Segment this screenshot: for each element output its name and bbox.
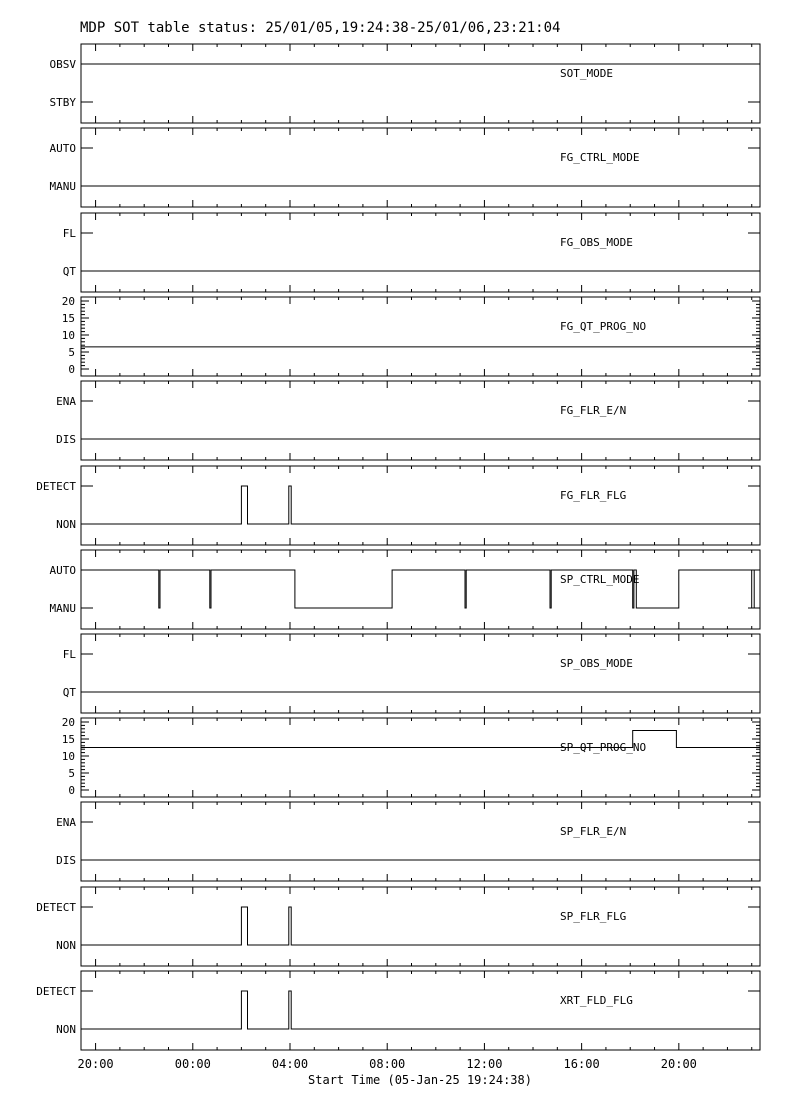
x-tick-label: 12:00 <box>466 1057 503 1071</box>
panel-fg-flr-flg <box>36 466 760 545</box>
panel-sp-qt-prog-no <box>62 716 760 797</box>
y-tick-label: FL <box>62 648 76 661</box>
y-tick-label: NON <box>56 939 76 952</box>
y-tick-label: DIS <box>56 854 76 867</box>
y-tick-label: AUTO <box>49 564 76 577</box>
series-label: SP_FLR_E/N <box>560 825 627 838</box>
y-tick-label: 10 <box>61 329 75 342</box>
series-line-sp-qt-prog-no <box>81 731 760 748</box>
panel-frame <box>81 44 760 123</box>
panel-sp-flr-flg <box>36 887 760 966</box>
panel-frame <box>81 718 760 797</box>
panel-sp-ctrl-mode <box>50 550 761 629</box>
y-tick-label: 15 <box>61 312 75 325</box>
y-tick-label: QT <box>62 265 76 278</box>
y-tick-label: STBY <box>49 96 76 109</box>
panel-frame <box>81 128 760 207</box>
panel-frame <box>81 213 760 292</box>
panel-fg-flr-e-n <box>56 381 760 460</box>
y-tick-label: ENA <box>56 816 76 829</box>
x-tick-label: 04:00 <box>271 1057 309 1071</box>
y-tick-label: 20 <box>61 295 75 308</box>
y-tick-label: NON <box>56 1023 76 1036</box>
panel-fg-qt-prog-no <box>62 295 760 376</box>
panel-frame <box>81 466 760 545</box>
series-label: FG_FLR_FLG <box>560 489 627 502</box>
panel-fg-obs-mode <box>63 213 760 292</box>
x-tick-label: 20:00 <box>660 1057 697 1071</box>
series-line-sp-ctrl-mode <box>81 570 760 608</box>
time-axis <box>78 1057 697 1071</box>
series-line-xrt-fld-flg <box>81 991 760 1029</box>
x-tick-label: 16:00 <box>563 1057 600 1071</box>
series-label: SP_QT_PROG_NO <box>560 741 647 754</box>
panel-frame <box>81 297 760 376</box>
series-label: FG_QT_PROG_NO <box>560 320 647 333</box>
panel-frame <box>81 634 760 713</box>
y-tick-label: 0 <box>68 363 75 376</box>
figure-title: MDP SOT table status: 25/01/05,19:24:38-25/01/06,23:21:04 <box>80 20 561 36</box>
series-line-sp-flr-flg <box>81 907 760 945</box>
y-tick-label: 20 <box>61 716 75 729</box>
y-tick-label: 5 <box>68 346 75 359</box>
y-tick-label: ENA <box>56 395 76 408</box>
panel-sot-mode <box>50 44 761 123</box>
panel-frame <box>81 802 760 881</box>
y-tick-label: AUTO <box>49 142 76 155</box>
y-tick-label: DIS <box>56 433 76 446</box>
series-label: FG_OBS_MODE <box>560 236 633 249</box>
x-tick-label: 20:00 <box>77 1057 114 1071</box>
y-tick-label: DETECT <box>36 985 76 998</box>
panel-sp-obs-mode <box>63 634 760 713</box>
y-tick-label: MANU <box>49 602 76 615</box>
panel-xrt-fld-flg <box>36 971 760 1050</box>
y-tick-label: QT <box>62 686 76 699</box>
series-label: SP_CTRL_MODE <box>560 573 640 586</box>
x-axis-label: Start Time (05-Jan-25 19:24:38) <box>308 1073 532 1087</box>
y-tick-label: FL <box>62 227 76 240</box>
y-tick-label: MANU <box>49 180 76 193</box>
y-tick-label: 0 <box>68 784 75 797</box>
x-tick-label: 00:00 <box>174 1057 211 1071</box>
y-tick-label: 5 <box>68 767 75 780</box>
y-tick-label: 15 <box>61 733 75 746</box>
series-line-fg-flr-flg <box>81 486 760 524</box>
y-tick-label: NON <box>56 518 76 531</box>
y-tick-label: OBSV <box>49 58 76 71</box>
series-label: XRT_FLD_FLG <box>560 994 633 1007</box>
y-tick-label: DETECT <box>36 480 76 493</box>
y-tick-label: 10 <box>61 750 75 763</box>
panel-frame <box>81 887 760 966</box>
panel-frame <box>81 381 760 460</box>
panels <box>36 44 760 1050</box>
panel-fg-ctrl-mode <box>50 128 761 207</box>
series-label: SOT_MODE <box>560 67 613 80</box>
panel-frame <box>81 550 760 629</box>
x-tick-label: 08:00 <box>369 1057 406 1071</box>
series-label: SP_FLR_FLG <box>560 910 627 923</box>
series-label: SP_OBS_MODE <box>560 657 633 670</box>
panel-frame <box>81 971 760 1050</box>
series-label: FG_FLR_E/N <box>560 404 627 417</box>
y-tick-label: DETECT <box>36 901 76 914</box>
series-label: FG_CTRL_MODE <box>560 151 640 164</box>
panel-sp-flr-e-n <box>56 802 760 881</box>
